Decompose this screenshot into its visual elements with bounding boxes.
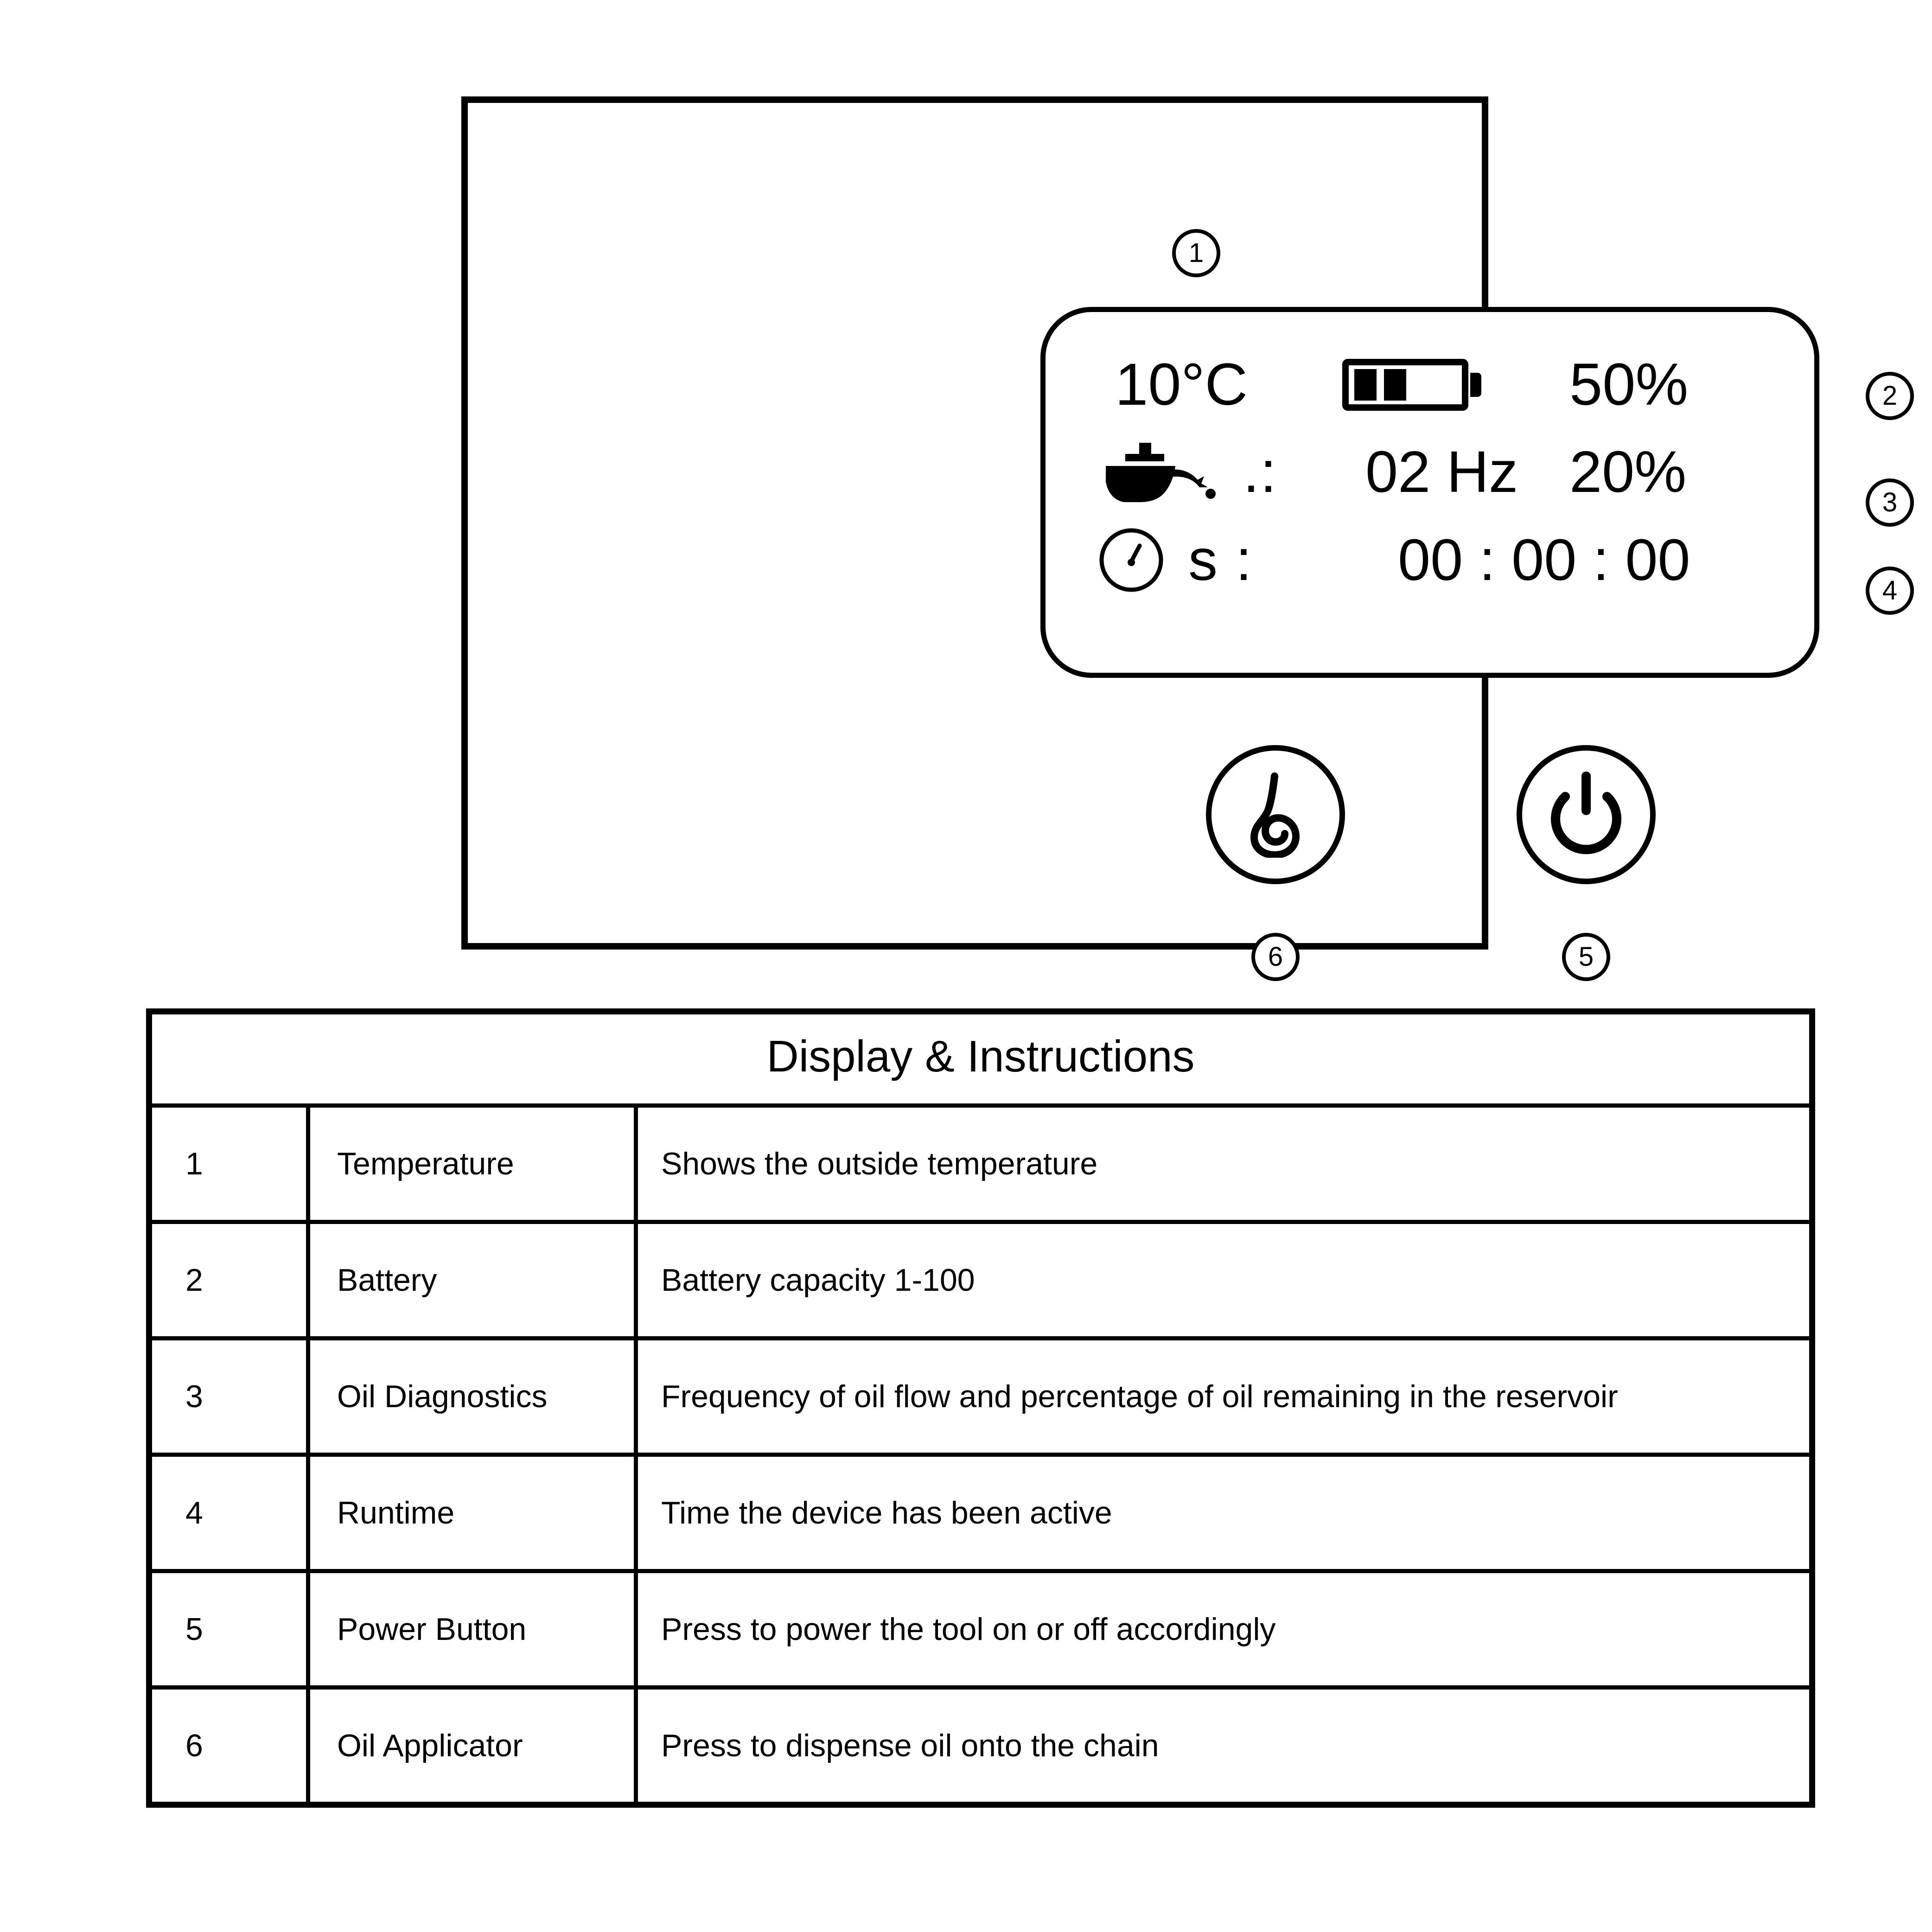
callout-label: 5 xyxy=(1578,942,1594,972)
oil-remaining-value: 20% xyxy=(1569,439,1687,504)
table-row xyxy=(152,1108,1809,1222)
row-description: Frequency of oil flow and percentage of oil remaining in the reservoir xyxy=(636,1339,1810,1455)
oil-remaining-readout xyxy=(1569,439,1687,504)
row-description: Shows the outside temperature xyxy=(661,1146,1098,1181)
row-name: Battery xyxy=(308,1222,636,1339)
row-name: Temperature xyxy=(308,1108,636,1222)
row-description: Battery capacity 1-100 xyxy=(636,1222,1810,1339)
row-name: Oil Diagnostics xyxy=(308,1339,636,1455)
callout-marker-oil xyxy=(1866,478,1914,527)
temperature-readout xyxy=(1115,351,1248,418)
row-number: 2 xyxy=(152,1222,308,1339)
lcd-row-runtime xyxy=(1046,516,1814,604)
battery-icon xyxy=(1342,359,1481,411)
table-row xyxy=(152,1339,1809,1455)
callout-label: 6 xyxy=(1268,942,1283,972)
runtime-label: s : xyxy=(1188,527,1253,593)
row-number: 1 xyxy=(152,1108,308,1222)
row-name: Power Button xyxy=(308,1571,636,1688)
table-row xyxy=(152,1571,1809,1688)
runtime-readout xyxy=(1398,527,1690,593)
table-row xyxy=(152,1222,1809,1339)
row-name: Oil Applicator xyxy=(308,1688,636,1802)
battery-percent-readout xyxy=(1569,351,1689,418)
row-description: Time the device has been active xyxy=(636,1455,1810,1571)
row-number: 5 xyxy=(152,1571,308,1688)
lcd-screen xyxy=(1040,307,1819,678)
runtime-value: 00 : 00 : 00 xyxy=(1398,527,1690,593)
row-name: Runtime xyxy=(308,1455,636,1571)
lcd-row-status xyxy=(1046,341,1814,429)
instructions-table xyxy=(146,1008,1815,1808)
power-button[interactable] xyxy=(1517,745,1656,884)
callout-label: 3 xyxy=(1882,487,1898,517)
row-number: 6 xyxy=(152,1688,308,1802)
oil-drop-icon xyxy=(1238,770,1313,860)
callout-label: 4 xyxy=(1882,575,1898,606)
lcd-row-oil xyxy=(1046,430,1814,514)
callout-label: 2 xyxy=(1882,381,1898,411)
callout-marker-temperature xyxy=(1172,229,1220,277)
table-title: Display & Instructions xyxy=(152,1014,1809,1108)
row-number: 4 xyxy=(152,1455,308,1571)
oil-applicator-button[interactable] xyxy=(1206,745,1345,884)
oil-can-icon xyxy=(1097,437,1277,507)
temperature-value: 10°C xyxy=(1115,351,1248,418)
power-icon xyxy=(1547,770,1626,860)
row-description: Press to dispense oil onto the chain xyxy=(636,1688,1810,1802)
row-description: Press to power the tool on or off accordingly xyxy=(636,1571,1810,1688)
oil-frequency-value: 02 Hz xyxy=(1365,439,1518,504)
callout-label: 1 xyxy=(1188,238,1204,268)
oil-frequency-readout xyxy=(1365,439,1518,504)
battery-percent-value: 50% xyxy=(1569,351,1689,418)
row-number: 3 xyxy=(152,1339,308,1455)
table-row xyxy=(152,1455,1809,1571)
gauge-icon xyxy=(1097,525,1253,595)
callout-marker-oil-applicator xyxy=(1251,933,1300,981)
table-row xyxy=(152,1688,1809,1802)
callout-marker-power xyxy=(1562,933,1610,981)
callout-marker-battery xyxy=(1866,372,1914,420)
device-panel xyxy=(461,96,1898,972)
callout-marker-runtime xyxy=(1866,567,1914,615)
oil-separator: .: xyxy=(1243,439,1278,504)
